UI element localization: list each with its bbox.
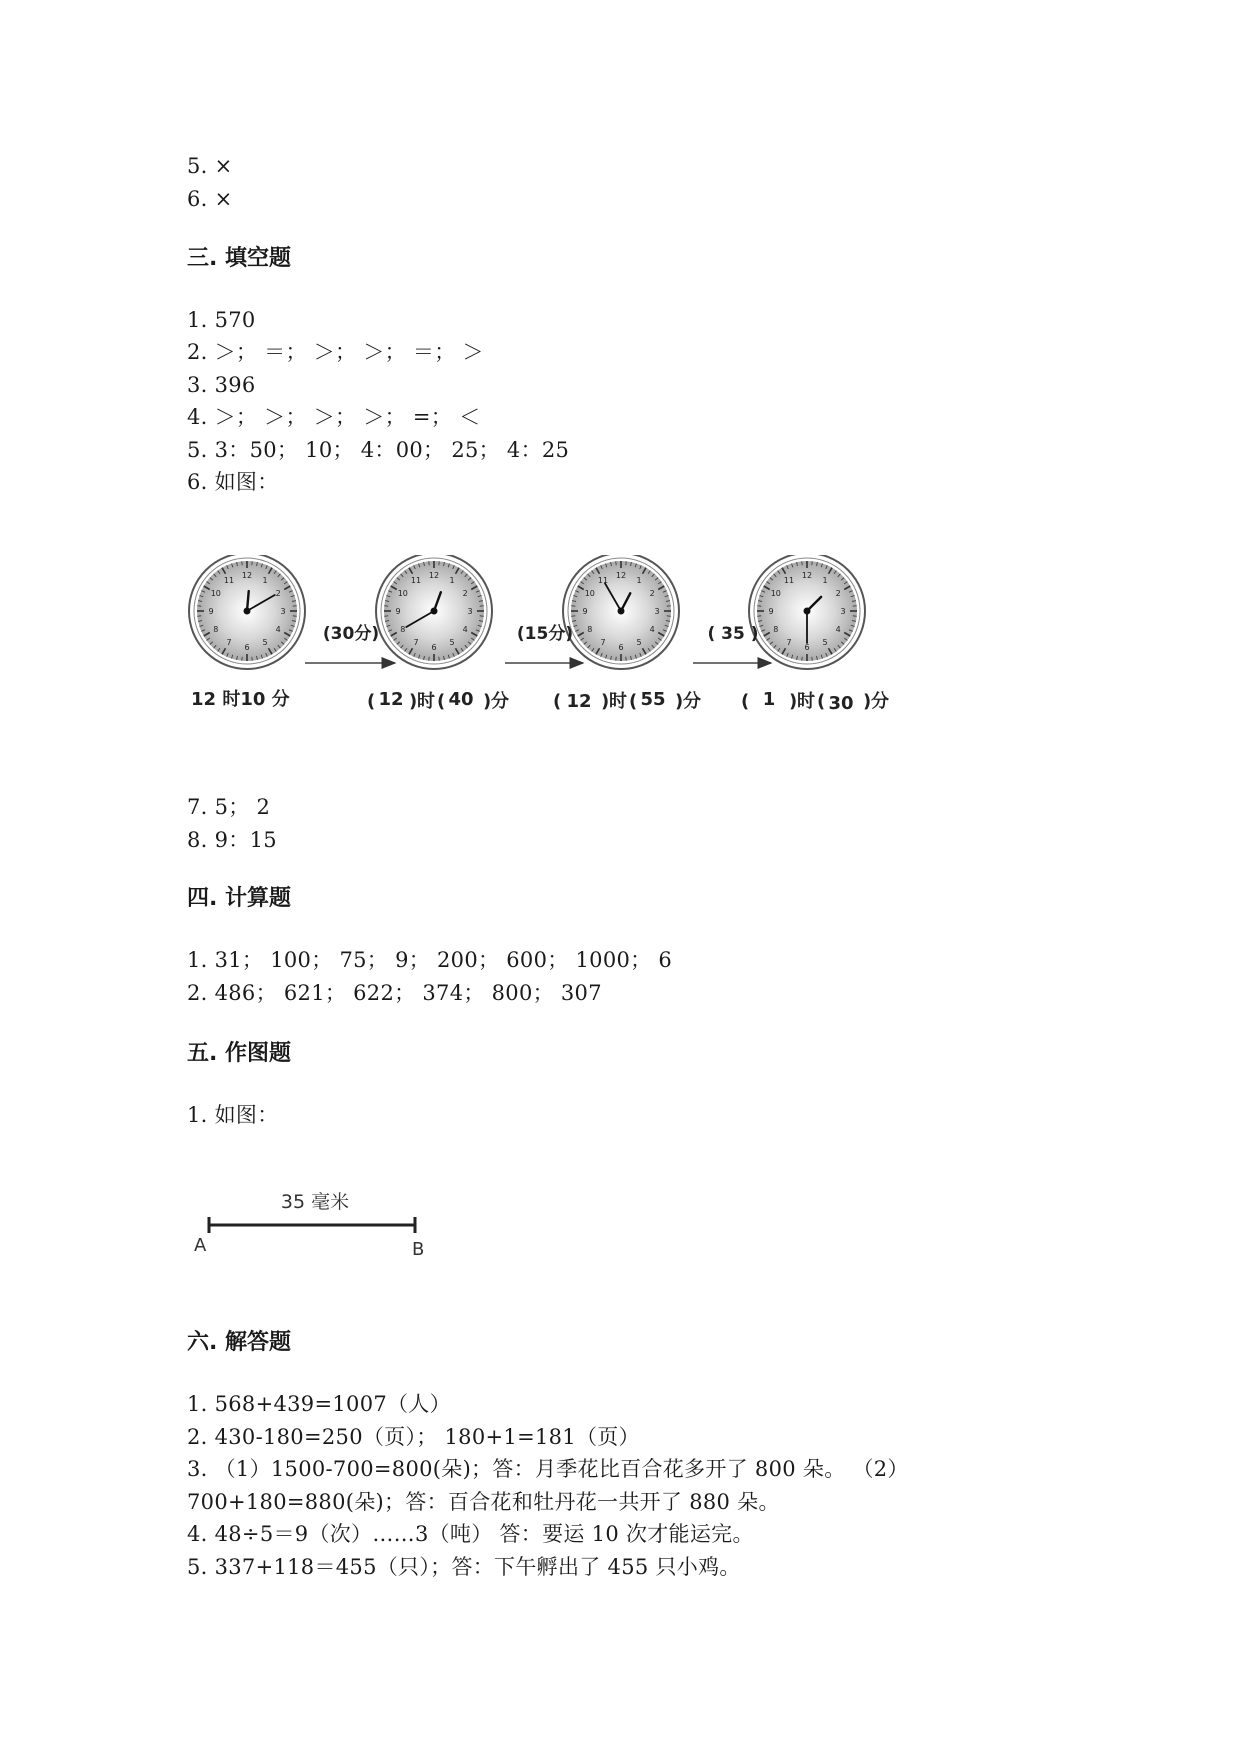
clock-numeral: 10 — [210, 589, 221, 598]
word-minute: 分 — [491, 691, 509, 712]
clock-center — [618, 608, 625, 615]
start-time-label: 12 时10 分 — [191, 689, 290, 710]
answer-line: 5. 3：50； 10； 4：00； 25； 4：25 — [187, 438, 570, 462]
answer-line: 1. 31； 100； 75； 9； 200； 600； 1000； 6 — [187, 948, 673, 972]
word-hour: 时 — [797, 691, 815, 712]
clock-numeral: 8 — [773, 625, 779, 634]
clock-numeral: 1 — [636, 575, 642, 585]
section-heading-drawing: 五. 作图题 — [187, 1041, 292, 1066]
answer-line: 2. 430-180=250（页）； 180+1=181（页） — [187, 1425, 640, 1449]
clock-1 — [189, 555, 305, 669]
clock-numeral: 2 — [275, 589, 281, 598]
svg-text:): ) — [601, 691, 610, 712]
step-label-3: ( 35 ) — [707, 624, 759, 644]
endpoint-label-a: A — [194, 1235, 207, 1256]
segment-ab-figure — [190, 1185, 430, 1265]
clock-sequence-figure — [185, 555, 925, 730]
clock-numeral: 11 — [223, 575, 235, 585]
clock-numeral: 1 — [822, 575, 828, 585]
answer-line: 2. 486； 621； 622； 374； 800； 307 — [187, 981, 602, 1005]
clock-numeral: 5 — [262, 638, 268, 648]
svg-text:): ) — [789, 691, 798, 712]
answer-line: 3. （1）1500-700=800(朵)；答：月季花比百合花多开了 800 朵。 （2） — [187, 1457, 909, 1481]
clock-numeral: 5 — [822, 638, 828, 648]
clock-numeral: 1 — [449, 575, 455, 585]
clock-numeral: 5 — [449, 638, 455, 648]
segment-length-label: 35 毫米 — [280, 1191, 350, 1213]
clock-numeral: 10 — [770, 589, 781, 598]
clock-numeral: 9 — [208, 607, 214, 616]
svg-text:): ) — [409, 691, 418, 712]
answer-minute-3: 30 — [828, 693, 854, 714]
svg-text:(: ( — [817, 691, 826, 712]
clock-3 — [563, 555, 679, 669]
answer-hour-1: 12 — [378, 689, 404, 710]
answer-line: 700+180=880(朵)；答：百合花和牡丹花一共开了 880 朵。 — [187, 1490, 780, 1514]
clock-numeral: 7 — [413, 638, 419, 648]
clock-numeral: 12 — [241, 571, 253, 580]
clock-numeral: 3 — [280, 607, 286, 616]
clock-numeral: 10 — [584, 589, 595, 598]
clock-2 — [376, 555, 492, 669]
clock-numeral: 12 — [801, 571, 813, 580]
endpoint-label-b: B — [412, 1239, 425, 1260]
answer-line: 3. 396 — [187, 373, 256, 397]
svg-text:): ) — [483, 691, 492, 712]
answer-line: 5. 337+118＝455（只）；答：下午孵出了 455 只小鸡。 — [187, 1555, 741, 1579]
answer-line: 7. 5； 2 — [187, 795, 271, 819]
clock-numeral: 8 — [213, 625, 219, 634]
clock-numeral: 7 — [226, 638, 232, 648]
clock-numeral: 9 — [582, 607, 588, 616]
clock-numeral: 4 — [462, 625, 468, 634]
answer-line: 4. 48÷5＝9（次）……3（吨） 答：要运 10 次才能运完。 — [187, 1522, 754, 1546]
clock-numeral: 11 — [597, 575, 609, 585]
svg-text:(: ( — [741, 691, 750, 712]
clock-numeral: 3 — [840, 607, 846, 616]
answer-line: 2. ＞； ＝； ＞； ＞； ＝； ＞ — [187, 340, 484, 364]
section-heading-fill-blank: 三. 填空题 — [187, 246, 292, 271]
answer-hour-2: 12 — [566, 691, 592, 712]
clock-numeral: 10 — [397, 589, 408, 598]
svg-text:): ) — [675, 691, 684, 712]
clock-numeral: 9 — [395, 607, 401, 616]
answer-line: 1. 568+439=1007（人） — [187, 1392, 451, 1416]
clock-numeral: 4 — [649, 625, 655, 634]
clock-center — [431, 608, 438, 615]
section-heading-calculation: 四. 计算题 — [187, 886, 292, 911]
answer-line: 8. 9：15 — [187, 828, 277, 852]
section-heading-word-problems: 六. 解答题 — [187, 1330, 292, 1355]
answer-hour-3: 1 — [762, 689, 776, 710]
clock-numeral: 5 — [636, 638, 642, 648]
clock-numeral: 6 — [618, 643, 624, 652]
word-minute: 分 — [871, 691, 889, 712]
clock-numeral: 3 — [654, 607, 660, 616]
answer-line: 1. 如图： — [187, 1103, 279, 1127]
svg-text:(: ( — [629, 691, 638, 712]
clock-numeral: 11 — [783, 575, 795, 585]
clock-numeral: 8 — [400, 625, 406, 634]
answer-line: 6. 如图： — [187, 470, 279, 494]
clock-numeral: 4 — [275, 625, 281, 634]
word-hour: 时 — [609, 691, 627, 712]
clock-numeral: 2 — [649, 589, 655, 598]
clock-numeral: 7 — [786, 638, 792, 648]
clock-numeral: 6 — [431, 643, 437, 652]
answer-line: 4. ＞； ＞； ＞； ＞； =； ＜ — [187, 405, 481, 429]
answer-minute-1: 40 — [448, 689, 474, 710]
word-hour: 时 — [417, 691, 435, 712]
step-label-1: (30分) — [322, 624, 380, 644]
svg-text:(: ( — [437, 691, 446, 712]
clock-numeral: 7 — [600, 638, 606, 648]
clock-numeral: 3 — [467, 607, 473, 616]
answer-minute-2: 55 — [640, 689, 666, 710]
word-minute: 分 — [683, 691, 701, 712]
step-label-2: (15分) — [516, 624, 574, 644]
clock-numeral: 1 — [262, 575, 268, 585]
answer-line: 6. × — [187, 187, 233, 211]
clock-center — [804, 608, 811, 615]
svg-text:(: ( — [553, 691, 562, 712]
clock-numeral: 8 — [587, 625, 593, 634]
clock-numeral: 12 — [428, 571, 440, 580]
clock-numeral: 4 — [835, 625, 841, 634]
clock-4 — [749, 555, 865, 669]
clock-numeral: 11 — [410, 575, 422, 585]
answer-line: 5. × — [187, 154, 233, 178]
clock-numeral: 12 — [615, 571, 627, 580]
clock-numeral: 2 — [835, 589, 841, 598]
answer-line: 1. 570 — [187, 308, 256, 332]
svg-text:(: ( — [367, 691, 376, 712]
clock-numeral: 6 — [804, 643, 810, 652]
clock-center — [244, 608, 251, 615]
svg-text:): ) — [863, 691, 872, 712]
clock-numeral: 2 — [462, 589, 468, 598]
clock-numeral: 6 — [244, 643, 250, 652]
clock-numeral: 9 — [768, 607, 774, 616]
